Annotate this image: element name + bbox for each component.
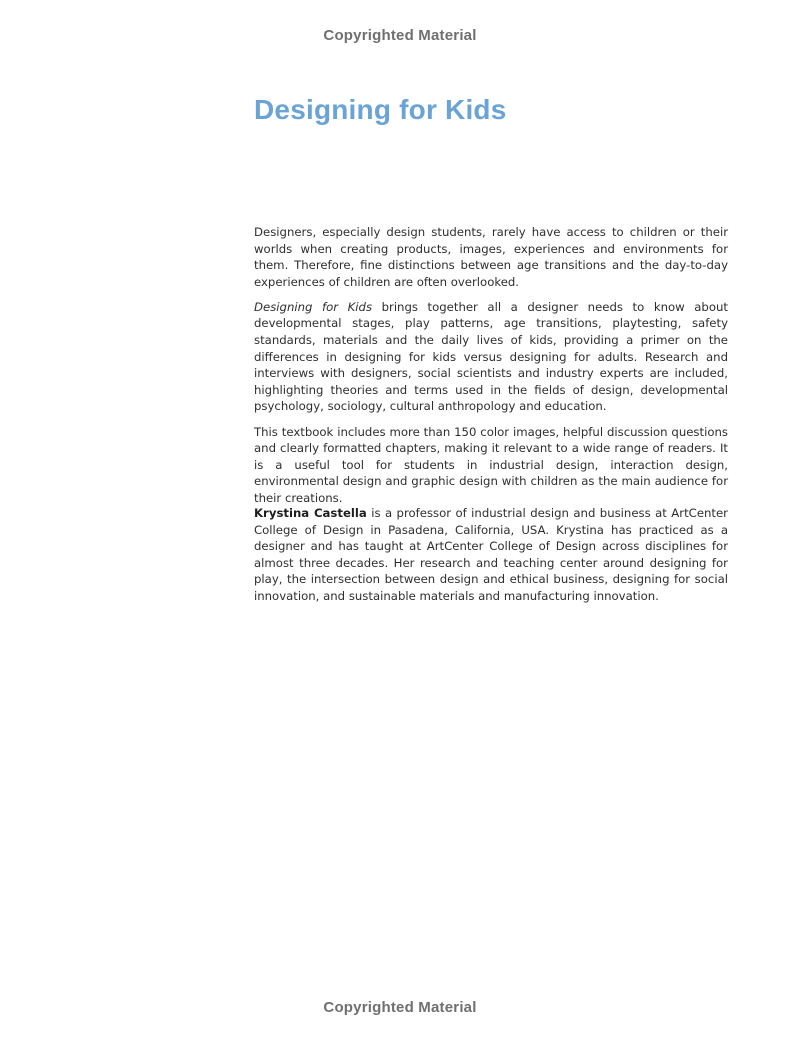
- watermark-bottom: Copyrighted Material: [323, 999, 477, 1016]
- author-bio: [254, 505, 728, 605]
- author-name: Krystina Castella: [254, 506, 367, 520]
- book-title-italic: Designing for Kids: [254, 299, 373, 314]
- paragraph-overview-text: brings together all a designer needs to know about developmental stages, play patterns, age transitions, playtesting, safety standards, materials and the daily lives of kids, providing a primer on the differences in designing for kids versus designing for adults. Research and interviews with designers, social scientists and industry experts are included, highlighting theories and terms used in the fields of design, developmental psychology, sociology, cultural anthropology and education.: [254, 299, 728, 414]
- author-bio-text: is a professor of industrial design and business at ArtCenter College of Design in Pasadena, California, USA. Krystina has practiced as a designer and has taught at ArtCenter College of Design across disciplines for almost three decades. Her research and teaching center around designing for play, the intersection between design and ethical business, designing for social innovation, and sustainable materials and manufacturing innovation.: [254, 506, 728, 603]
- paragraph-overview: [254, 299, 728, 415]
- page-title: Designing for Kids: [254, 94, 507, 125]
- paragraph-intro: Designers, especially design students, rarely have access to children or their worlds when creating products, images, experiences and environments for them. Therefore, fine distinctions between age transitions and the day-to-day experiences of children are often overlooked.: [254, 225, 728, 289]
- paragraph-features: This textbook includes more than 150 color images, helpful discussion questions and clearly formatted chapters, making it relevant to a wide range of readers. It is a useful tool for students in industrial design, interaction design, environmental design and graphic design with children as the main audience for their creations.: [254, 424, 728, 505]
- watermark-top: Copyrighted Material: [323, 27, 477, 44]
- description-text: [254, 224, 728, 515]
